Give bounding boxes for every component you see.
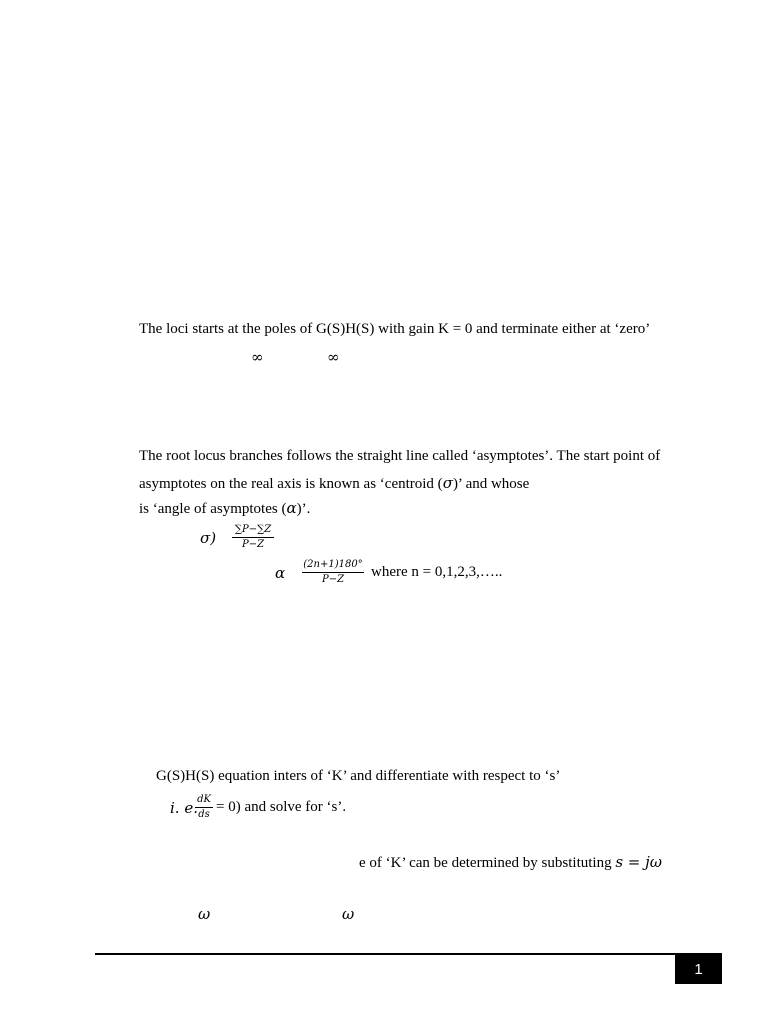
asymptotes-text-line1: The root locus branches follows the straight line called ‘asymptotes’. The start point of (139, 448, 661, 464)
text-segment: )’ and whose (452, 476, 530, 492)
footer-rule (95, 953, 722, 955)
fraction-bar (232, 537, 274, 538)
centroid-fraction (232, 524, 274, 551)
asymptotes-text-line2 (139, 474, 529, 493)
derivative-numerator: dK (197, 794, 211, 805)
s-equals-jw: s = jω (615, 853, 663, 871)
text-segment: is ‘angle of asymptotes ( (139, 501, 287, 517)
angle-numerator: (2n+1)180° (303, 559, 363, 570)
substitution-text (359, 853, 662, 872)
angle-lhs: α (275, 564, 286, 582)
fraction-bar (195, 807, 213, 808)
solve-text: = 0) and solve for ‘s’. (216, 799, 347, 815)
ie-text: i. e. (170, 799, 198, 817)
alpha-symbol: α (286, 499, 297, 517)
breakaway-text: G(S)H(S) equation inters of ‘K’ and differentiate with respect to ‘s’ (156, 768, 561, 784)
angle-denominator: P−Z (321, 574, 345, 585)
centroid-denominator: P−Z (241, 539, 265, 550)
text-segment: asymptotes on the real axis is known as ‘centroid ( (139, 476, 443, 492)
angle-fraction (302, 559, 364, 586)
asymptotes-text-line3 (139, 499, 310, 518)
infinity-symbol: ∞ (251, 348, 264, 366)
page-number-box (675, 955, 722, 984)
page-number: 1 (694, 961, 703, 978)
derivative-denominator: ds (198, 809, 210, 820)
text-segment: )’. (296, 501, 311, 517)
centroid-numerator: ∑P−∑Z (234, 524, 272, 535)
fraction-bar (302, 572, 364, 573)
text-segment: e of ‘K’ can be determined by substituting (359, 855, 616, 871)
angle-where-text: where n = 0,1,2,3,….. (371, 564, 503, 580)
sigma-symbol: σ (442, 474, 453, 492)
derivative-fraction (195, 794, 213, 821)
omega-symbol: ω (342, 905, 355, 923)
infinity-symbol: ∞ (327, 348, 340, 366)
loci-start-text: The loci starts at the poles of G(S)H(S) with gain K = 0 and terminate either at ‘zero’ (139, 321, 651, 337)
omega-symbol: ω (198, 905, 211, 923)
centroid-lhs: σ) (200, 529, 217, 547)
